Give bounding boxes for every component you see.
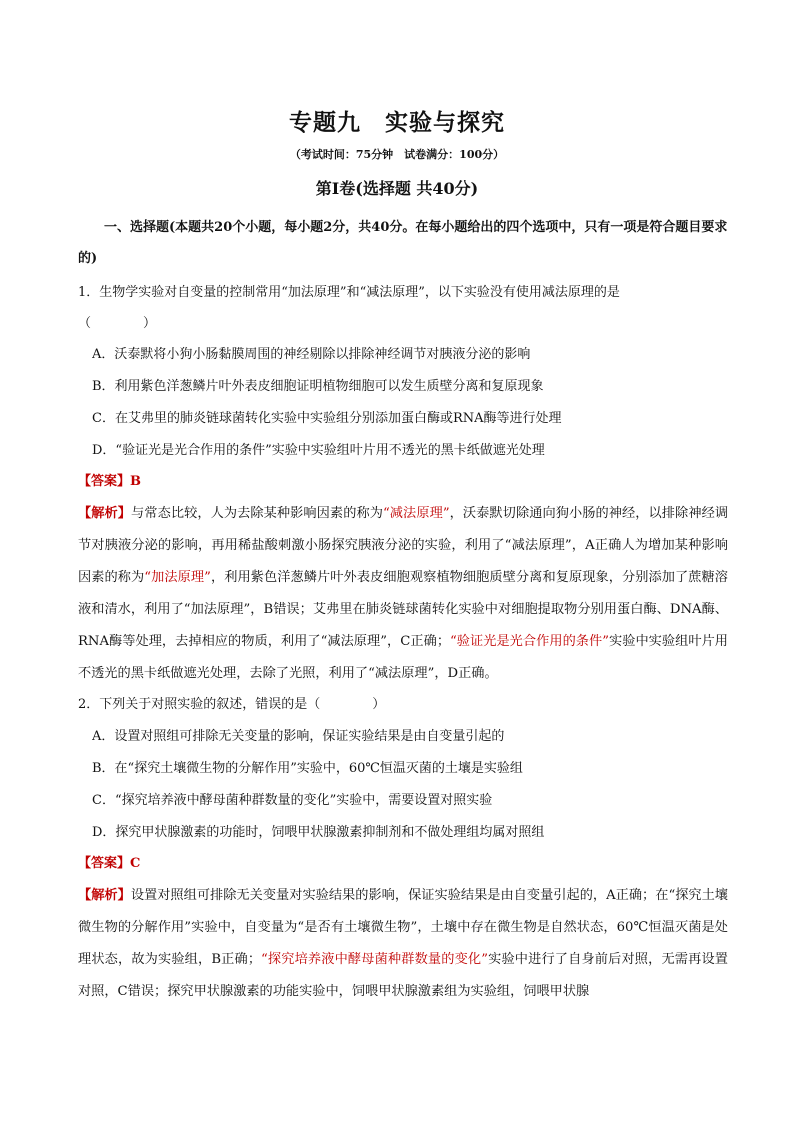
section-heading: 第Ⅰ卷(选择题 共40分) [315,179,479,198]
analysis-text [78,888,728,999]
analysis-label: 【解析】 [78,888,131,903]
question-1-option-c: C．在艾弗里的肺炎链球菌转化实验中实验组分别添加蛋白酶或RNA酶等进行处理 [92,411,562,426]
analysis-highlight: “探究培养液中酵母菌种群数量的变化” [261,952,488,967]
question-1-option-b: B．利用紫色洋葱鳞片叶外表皮细胞证明植物细胞可以发生质壁分离和复原现象 [92,379,544,394]
answer-value: C [130,856,141,871]
analysis-segment: 设置对照组可排除无关变量对实验结果的影响，保证实验结果是由自变量引起的，A正确；在“探究土壤微生物的分解作用”实验中，自变量为“是否有土壤微生物”，土壤中存在微生物是自然状态，60℃恒温灭菌是处理状态，故为实验组，B正确； [78,888,728,967]
analysis-text [78,506,728,681]
analysis-segment: 与常态比较，人为去除某种影响因素的称为 [131,506,383,521]
answer-label: 【答案】 [78,856,131,871]
question-1-blank: （ ） [78,316,157,331]
section-instruction: 一、选择题(本题共20个小题，每小题2分，共40分。在每小题给出的四个选项中，只有一项是符合题目要求的) [78,220,728,266]
question-1-analysis [78,498,728,690]
question-2-analysis [78,880,728,1010]
analysis-label: 【解析】 [78,506,132,521]
question-2-stem: 2．下列关于对照实验的叙述，错误的是（ ） [78,697,386,712]
analysis-highlight: “验证光是光合作用的条件” [450,634,609,649]
analysis-highlight: “加法原理” [144,570,211,585]
answer-label: 【答案】 [78,474,131,489]
question-1-stem: 1．生物学实验对自变量的控制常用“加法原理”和“减法原理”，以下实验没有使用减法原理的是 [78,285,620,300]
question-1-option-a: A．沃泰默将小狗小肠黏膜周围的神经剔除以排除神经调节对胰液分泌的影响 [92,347,531,362]
question-2-option-d: D．探究甲状腺激素的功能时，饲喂甲状腺激素抑制剂和不做处理组均属对照组 [92,825,545,840]
question-2-option-b: B．在“探究土壤微生物的分解作用”实验中，60℃恒温灭菌的土壤是实验组 [92,761,523,776]
question-2-answer [78,854,728,874]
question-1-option-d: D．“验证光是光合作用的条件”实验中实验组叶片用不透光的黑卡纸做遮光处理 [92,443,545,458]
analysis-segment: ，沃泰默切除通向狗小肠的神经，以排除神经调节对胰液分泌的影响，再用稀盐酸刺激小肠探究胰液分泌的实验，利用了“减法原理”，A正确人为增加某种影响因素的称为 [78,506,728,585]
exam-info: （考试时间：75分钟 试卷满分：100分） [289,148,505,161]
answer-value: B [130,474,142,489]
question-2-option-a: A．设置对照组可排除无关变量的影响，保证实验结果是由自变量引起的 [92,729,505,744]
analysis-highlight: “减法原理” [382,506,450,521]
question-1-answer [78,472,728,492]
page-title: 专题九 实验与探究 [289,110,505,136]
question-2-option-c: C．“探究培养液中酵母菌种群数量的变化”实验中，需要设置对照实验 [92,793,493,808]
analysis-segment: 实验中实验组叶片用不透光的黑卡纸做遮光处理，去除了光照，利用了“减法原理”，D正确。 [78,634,728,681]
analysis-segment: ，利用紫色洋葱鳞片叶外表皮细胞观察植物细胞质壁分离和复原现象，分别添加了蔗糖溶液和清水，利用了“加法原理”，B错误；艾弗里在肺炎链球菌转化实验中对细胞提取物分别用蛋白酶、DNA酶、RNA酶等处理，去掉相应的物质，利用了“减法原理”，C正确； [78,570,728,649]
analysis-segment: 实验中进行了自身前后对照，无需再设置对照，C错误；探究甲状腺激素的功能实验中，饲喂甲状腺激素组为实验组，饲喂甲状腺 [78,952,728,999]
